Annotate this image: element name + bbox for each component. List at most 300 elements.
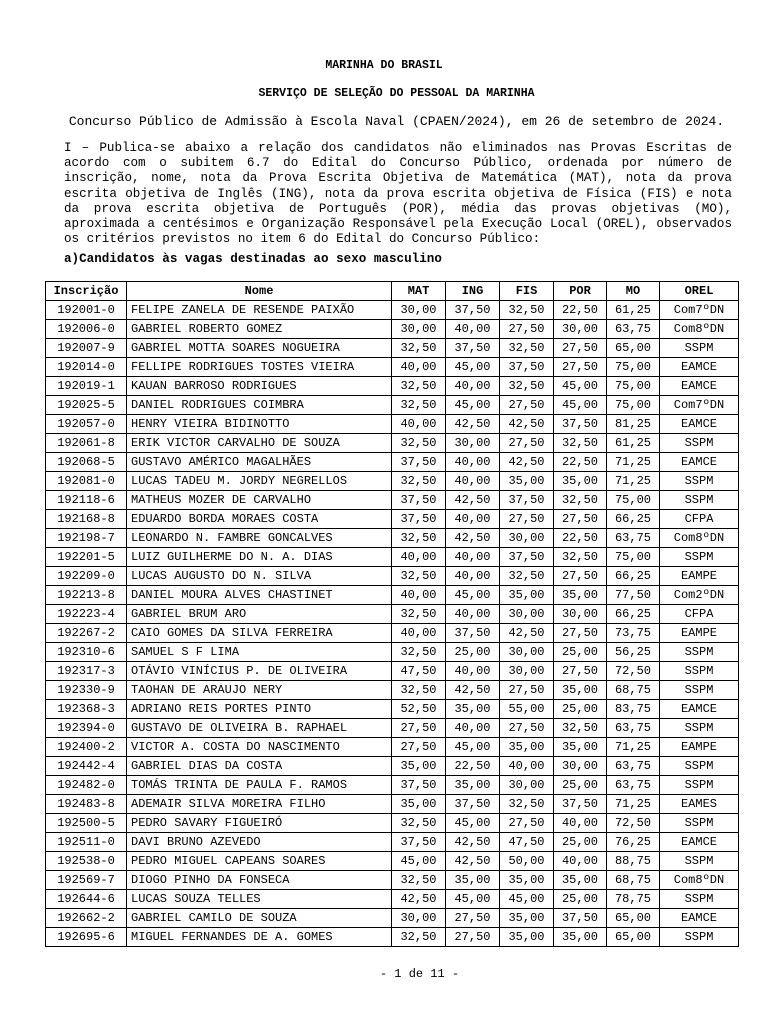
table-row bbox=[46, 643, 739, 662]
cell-fis: 27,50 bbox=[500, 681, 554, 700]
cell-por: 35,00 bbox=[554, 871, 607, 890]
cell-mo: 66,25 bbox=[607, 510, 660, 529]
cell-mo: 72,50 bbox=[607, 662, 660, 681]
table-row bbox=[46, 681, 739, 700]
cell-fis: 30,00 bbox=[500, 529, 554, 548]
cell-mo: 61,25 bbox=[607, 301, 660, 320]
cell-orel: EAMPE bbox=[660, 567, 739, 586]
cell-por: 35,00 bbox=[554, 738, 607, 757]
cell-mat: 37,50 bbox=[392, 776, 446, 795]
table-row bbox=[46, 719, 739, 738]
cell-fis: 27,50 bbox=[500, 434, 554, 453]
cell-mo: 63,75 bbox=[607, 757, 660, 776]
cell-ing: 40,00 bbox=[446, 377, 500, 396]
cell-inscricao: 192025-5 bbox=[46, 396, 127, 415]
cell-ing: 40,00 bbox=[446, 453, 500, 472]
col-header-mat: MAT bbox=[392, 282, 446, 301]
cell-orel: SSPM bbox=[660, 890, 739, 909]
cell-por: 32,50 bbox=[554, 491, 607, 510]
cell-nome: GABRIEL DIAS DA COSTA bbox=[127, 757, 392, 776]
table-row bbox=[46, 700, 739, 719]
cell-inscricao: 192081-0 bbox=[46, 472, 127, 491]
cell-mo: 88,75 bbox=[607, 852, 660, 871]
cell-por: 27,50 bbox=[554, 567, 607, 586]
cell-orel: Com7ºDN bbox=[660, 396, 739, 415]
cell-mo: 83,75 bbox=[607, 700, 660, 719]
cell-ing: 27,50 bbox=[446, 928, 500, 947]
cell-nome: DAVI BRUNO AZEVEDO bbox=[127, 833, 392, 852]
page-number: - 1 de 11 - bbox=[379, 967, 460, 981]
results-table bbox=[45, 281, 739, 947]
cell-nome: LUCAS TADEU M. JORDY NEGRELLOS bbox=[127, 472, 392, 491]
cell-mat: 52,50 bbox=[392, 700, 446, 719]
cell-ing: 42,50 bbox=[446, 491, 500, 510]
cell-mo: 63,75 bbox=[607, 719, 660, 738]
cell-mo: 66,25 bbox=[607, 605, 660, 624]
cell-por: 25,00 bbox=[554, 833, 607, 852]
cell-mat: 35,00 bbox=[392, 757, 446, 776]
cell-orel: SSPM bbox=[660, 434, 739, 453]
cell-orel: EAMCE bbox=[660, 909, 739, 928]
cell-inscricao: 192330-9 bbox=[46, 681, 127, 700]
cell-fis: 35,00 bbox=[500, 871, 554, 890]
cell-mat: 32,50 bbox=[392, 681, 446, 700]
cell-fis: 47,50 bbox=[500, 833, 554, 852]
cell-fis: 37,50 bbox=[500, 548, 554, 567]
cell-por: 27,50 bbox=[554, 339, 607, 358]
cell-por: 27,50 bbox=[554, 510, 607, 529]
cell-mo: 56,25 bbox=[607, 643, 660, 662]
cell-inscricao: 192317-3 bbox=[46, 662, 127, 681]
cell-nome: OTÁVIO VINÍCIUS P. DE OLIVEIRA bbox=[127, 662, 392, 681]
cell-mat: 32,50 bbox=[392, 871, 446, 890]
cell-mo: 68,75 bbox=[607, 681, 660, 700]
cell-orel: SSPM bbox=[660, 472, 739, 491]
cell-nome: CAIO GOMES DA SILVA FERREIRA bbox=[127, 624, 392, 643]
cell-ing: 45,00 bbox=[446, 890, 500, 909]
cell-por: 32,50 bbox=[554, 434, 607, 453]
table-row bbox=[46, 320, 739, 339]
cell-inscricao: 192019-1 bbox=[46, 377, 127, 396]
cell-ing: 45,00 bbox=[446, 814, 500, 833]
cell-nome: GABRIEL ROBERTO GOMEZ bbox=[127, 320, 392, 339]
cell-por: 27,50 bbox=[554, 662, 607, 681]
cell-inscricao: 192483-8 bbox=[46, 795, 127, 814]
cell-nome: LUCAS AUGUSTO DO N. SILVA bbox=[127, 567, 392, 586]
cell-nome: LUCAS SOUZA TELLES bbox=[127, 890, 392, 909]
table-body bbox=[46, 301, 739, 947]
cell-fis: 27,50 bbox=[500, 719, 554, 738]
cell-por: 30,00 bbox=[554, 757, 607, 776]
cell-mo: 81,25 bbox=[607, 415, 660, 434]
cell-por: 25,00 bbox=[554, 776, 607, 795]
cell-por: 35,00 bbox=[554, 472, 607, 491]
cell-orel: SSPM bbox=[660, 548, 739, 567]
table-row bbox=[46, 624, 739, 643]
cell-mo: 61,25 bbox=[607, 434, 660, 453]
table-row bbox=[46, 453, 739, 472]
cell-ing: 40,00 bbox=[446, 472, 500, 491]
cell-fis: 32,50 bbox=[500, 301, 554, 320]
cell-nome: FELLIPE RODRIGUES TOSTES VIEIRA bbox=[127, 358, 392, 377]
cell-ing: 37,50 bbox=[446, 301, 500, 320]
cell-nome: GUSTAVO AMÉRICO MAGALHÃES bbox=[127, 453, 392, 472]
cell-mo: 77,50 bbox=[607, 586, 660, 605]
cell-fis: 35,00 bbox=[500, 738, 554, 757]
cell-inscricao: 192068-5 bbox=[46, 453, 127, 472]
cell-fis: 30,00 bbox=[500, 605, 554, 624]
cell-nome: ADRIANO REIS PORTES PINTO bbox=[127, 700, 392, 719]
cell-nome: DIOGO PINHO DA FONSECA bbox=[127, 871, 392, 890]
table-row bbox=[46, 928, 739, 947]
table-row bbox=[46, 814, 739, 833]
cell-nome: FELIPE ZANELA DE RESENDE PAIXÃO bbox=[127, 301, 392, 320]
col-header-orel: OREL bbox=[660, 282, 739, 301]
table-row bbox=[46, 434, 739, 453]
table-row bbox=[46, 852, 739, 871]
cell-por: 35,00 bbox=[554, 681, 607, 700]
cell-fis: 42,50 bbox=[500, 624, 554, 643]
cell-por: 25,00 bbox=[554, 890, 607, 909]
cell-orel: EAMPE bbox=[660, 738, 739, 757]
cell-inscricao: 192168-8 bbox=[46, 510, 127, 529]
cell-mat: 37,50 bbox=[392, 833, 446, 852]
cell-orel: Com2ºDN bbox=[660, 586, 739, 605]
cell-ing: 22,50 bbox=[446, 757, 500, 776]
cell-mo: 65,00 bbox=[607, 928, 660, 947]
cell-por: 45,00 bbox=[554, 377, 607, 396]
cell-orel: SSPM bbox=[660, 339, 739, 358]
cell-ing: 35,00 bbox=[446, 871, 500, 890]
cell-orel: CFPA bbox=[660, 605, 739, 624]
cell-fis: 37,50 bbox=[500, 491, 554, 510]
table-row bbox=[46, 833, 739, 852]
cell-orel: EAMCE bbox=[660, 358, 739, 377]
cell-fis: 32,50 bbox=[500, 339, 554, 358]
section-marker: a) bbox=[64, 252, 80, 266]
cell-por: 25,00 bbox=[554, 643, 607, 662]
cell-mo: 66,25 bbox=[607, 567, 660, 586]
cell-fis: 42,50 bbox=[500, 415, 554, 434]
cell-mat: 32,50 bbox=[392, 567, 446, 586]
table-row bbox=[46, 795, 739, 814]
cell-mo: 75,00 bbox=[607, 377, 660, 396]
cell-inscricao: 192007-9 bbox=[46, 339, 127, 358]
cell-nome: GUSTAVO DE OLIVEIRA B. RAPHAEL bbox=[127, 719, 392, 738]
cell-mat: 27,50 bbox=[392, 738, 446, 757]
cell-mat: 45,00 bbox=[392, 852, 446, 871]
cell-fis: 32,50 bbox=[500, 795, 554, 814]
cell-mo: 68,75 bbox=[607, 871, 660, 890]
cell-por: 22,50 bbox=[554, 529, 607, 548]
cell-mo: 71,25 bbox=[607, 472, 660, 491]
cell-inscricao: 192213-8 bbox=[46, 586, 127, 605]
cell-por: 22,50 bbox=[554, 453, 607, 472]
cell-ing: 40,00 bbox=[446, 320, 500, 339]
cell-mat: 37,50 bbox=[392, 510, 446, 529]
cell-por: 35,00 bbox=[554, 928, 607, 947]
cell-inscricao: 192267-2 bbox=[46, 624, 127, 643]
intro-paragraph: I – Publica-se abaixo a relação dos candidatos não eliminados nas Provas Escritas de acordo com o subitem 6.7 do Edital do Concurso Público, ordenada por número de inscrição, nome, nota da Prova Escrita Objetiva de Matemática (MAT), nota da prova escrita objetiva de Inglês (ING), nota da prova escrita objetiva de Física (FIS) e nota da prova escrita objetiva de Português (POR), média das provas objetivas (MO), aproximada a centésimos e Organização Responsável pela Execução Local (OREL), observados os critérios previstos no item 6 do Edital do Concurso Público: bbox=[64, 141, 732, 247]
cell-ing: 37,50 bbox=[446, 624, 500, 643]
cell-ing: 45,00 bbox=[446, 358, 500, 377]
cell-orel: SSPM bbox=[660, 719, 739, 738]
cell-fis: 35,00 bbox=[500, 928, 554, 947]
cell-orel: EAMCE bbox=[660, 377, 739, 396]
cell-por: 37,50 bbox=[554, 415, 607, 434]
cell-nome: VICTOR A. COSTA DO NASCIMENTO bbox=[127, 738, 392, 757]
cell-mo: 71,25 bbox=[607, 453, 660, 472]
cell-fis: 27,50 bbox=[500, 396, 554, 415]
cell-mat: 32,50 bbox=[392, 928, 446, 947]
cell-por: 32,50 bbox=[554, 719, 607, 738]
cell-orel: EAMCE bbox=[660, 453, 739, 472]
cell-por: 32,50 bbox=[554, 548, 607, 567]
cell-ing: 42,50 bbox=[446, 415, 500, 434]
cell-fis: 27,50 bbox=[500, 814, 554, 833]
cell-ing: 45,00 bbox=[446, 396, 500, 415]
cell-fis: 37,50 bbox=[500, 358, 554, 377]
cell-fis: 50,00 bbox=[500, 852, 554, 871]
cell-inscricao: 192014-0 bbox=[46, 358, 127, 377]
cell-orel: SSPM bbox=[660, 757, 739, 776]
cell-ing: 40,00 bbox=[446, 719, 500, 738]
cell-orel: SSPM bbox=[660, 491, 739, 510]
cell-mat: 32,50 bbox=[392, 396, 446, 415]
cell-inscricao: 192400-2 bbox=[46, 738, 127, 757]
cell-mo: 72,50 bbox=[607, 814, 660, 833]
cell-ing: 35,00 bbox=[446, 700, 500, 719]
cell-nome: GABRIEL MOTTA SOARES NOGUEIRA bbox=[127, 339, 392, 358]
table-row bbox=[46, 890, 739, 909]
cell-por: 37,50 bbox=[554, 795, 607, 814]
cell-fis: 55,00 bbox=[500, 700, 554, 719]
cell-mo: 75,00 bbox=[607, 548, 660, 567]
cell-mat: 32,50 bbox=[392, 339, 446, 358]
cell-mat: 35,00 bbox=[392, 795, 446, 814]
cell-nome: TOMÁS TRINTA DE PAULA F. RAMOS bbox=[127, 776, 392, 795]
cell-mo: 65,00 bbox=[607, 339, 660, 358]
section-heading bbox=[64, 252, 442, 266]
cell-mat: 32,50 bbox=[392, 377, 446, 396]
cell-fis: 35,00 bbox=[500, 472, 554, 491]
table-row bbox=[46, 757, 739, 776]
cell-mo: 63,75 bbox=[607, 320, 660, 339]
cell-por: 30,00 bbox=[554, 605, 607, 624]
cell-mat: 37,50 bbox=[392, 491, 446, 510]
cell-fis: 45,00 bbox=[500, 890, 554, 909]
cell-mat: 32,50 bbox=[392, 434, 446, 453]
cell-inscricao: 192500-5 bbox=[46, 814, 127, 833]
cell-orel: EAMCE bbox=[660, 700, 739, 719]
cell-ing: 40,00 bbox=[446, 548, 500, 567]
cell-mat: 37,50 bbox=[392, 453, 446, 472]
cell-mat: 40,00 bbox=[392, 358, 446, 377]
cell-nome: HENRY VIEIRA BIDINOTTO bbox=[127, 415, 392, 434]
cell-inscricao: 192538-0 bbox=[46, 852, 127, 871]
cell-mo: 75,00 bbox=[607, 396, 660, 415]
cell-orel: EAMES bbox=[660, 795, 739, 814]
cell-mat: 27,50 bbox=[392, 719, 446, 738]
cell-inscricao: 192209-0 bbox=[46, 567, 127, 586]
cell-orel: SSPM bbox=[660, 662, 739, 681]
cell-inscricao: 192057-0 bbox=[46, 415, 127, 434]
cell-fis: 27,50 bbox=[500, 510, 554, 529]
cell-ing: 37,50 bbox=[446, 339, 500, 358]
cell-inscricao: 192662-2 bbox=[46, 909, 127, 928]
table-row bbox=[46, 738, 739, 757]
cell-mat: 42,50 bbox=[392, 890, 446, 909]
cell-orel: CFPA bbox=[660, 510, 739, 529]
cell-mo: 63,75 bbox=[607, 776, 660, 795]
cell-orel: SSPM bbox=[660, 814, 739, 833]
cell-nome: KAUAN BARROSO RODRIGUES bbox=[127, 377, 392, 396]
table-row bbox=[46, 377, 739, 396]
cell-ing: 25,00 bbox=[446, 643, 500, 662]
cell-inscricao: 192482-0 bbox=[46, 776, 127, 795]
cell-nome: EDUARDO BORDA MORAES COSTA bbox=[127, 510, 392, 529]
cell-inscricao: 192569-7 bbox=[46, 871, 127, 890]
cell-mat: 30,00 bbox=[392, 320, 446, 339]
cell-inscricao: 192368-3 bbox=[46, 700, 127, 719]
cell-mat: 30,00 bbox=[392, 301, 446, 320]
cell-mo: 63,75 bbox=[607, 529, 660, 548]
cell-ing: 27,50 bbox=[446, 909, 500, 928]
cell-nome: LEONARDO N. FAMBRE GONCALVES bbox=[127, 529, 392, 548]
cell-fis: 30,00 bbox=[500, 643, 554, 662]
cell-mat: 40,00 bbox=[392, 624, 446, 643]
cell-nome: MATHEUS MOZER DE CARVALHO bbox=[127, 491, 392, 510]
cell-nome: SAMUEL S F LIMA bbox=[127, 643, 392, 662]
table-row bbox=[46, 909, 739, 928]
cell-nome: DANIEL RODRIGUES COIMBRA bbox=[127, 396, 392, 415]
table-row bbox=[46, 871, 739, 890]
contest-title: Concurso Público de Admissão à Escola Naval (CPAEN/2024), em 26 de setembro de 2024. bbox=[68, 114, 725, 129]
cell-inscricao: 192201-5 bbox=[46, 548, 127, 567]
cell-fis: 30,00 bbox=[500, 776, 554, 795]
cell-nome: GABRIEL BRUM ARO bbox=[127, 605, 392, 624]
table-row bbox=[46, 396, 739, 415]
table-row bbox=[46, 776, 739, 795]
table-row bbox=[46, 510, 739, 529]
cell-ing: 30,00 bbox=[446, 434, 500, 453]
cell-mat: 32,50 bbox=[392, 472, 446, 491]
table-row bbox=[46, 548, 739, 567]
cell-mo: 76,25 bbox=[607, 833, 660, 852]
cell-inscricao: 192006-0 bbox=[46, 320, 127, 339]
cell-mo: 71,25 bbox=[607, 738, 660, 757]
cell-orel: Com8ºDN bbox=[660, 320, 739, 339]
table-row bbox=[46, 605, 739, 624]
cell-inscricao: 192394-0 bbox=[46, 719, 127, 738]
cell-orel: SSPM bbox=[660, 643, 739, 662]
cell-nome: MIGUEL FERNANDES DE A. GOMES bbox=[127, 928, 392, 947]
cell-mat: 30,00 bbox=[392, 909, 446, 928]
cell-orel: EAMPE bbox=[660, 624, 739, 643]
cell-inscricao: 192001-0 bbox=[46, 301, 127, 320]
cell-mat: 40,00 bbox=[392, 586, 446, 605]
cell-fis: 35,00 bbox=[500, 586, 554, 605]
cell-orel: EAMCE bbox=[660, 415, 739, 434]
cell-ing: 40,00 bbox=[446, 567, 500, 586]
cell-inscricao: 192223-4 bbox=[46, 605, 127, 624]
cell-inscricao: 192644-6 bbox=[46, 890, 127, 909]
cell-inscricao: 192695-6 bbox=[46, 928, 127, 947]
cell-mat: 47,50 bbox=[392, 662, 446, 681]
cell-por: 22,50 bbox=[554, 301, 607, 320]
cell-ing: 42,50 bbox=[446, 852, 500, 871]
cell-fis: 35,00 bbox=[500, 909, 554, 928]
cell-mat: 32,50 bbox=[392, 643, 446, 662]
cell-nome: LUIZ GUILHERME DO N. A. DIAS bbox=[127, 548, 392, 567]
cell-ing: 45,00 bbox=[446, 586, 500, 605]
cell-ing: 37,50 bbox=[446, 795, 500, 814]
cell-orel: EAMCE bbox=[660, 833, 739, 852]
cell-ing: 35,00 bbox=[446, 776, 500, 795]
section-title: Candidatos às vagas destinadas ao sexo masculino bbox=[79, 252, 442, 266]
cell-mat: 40,00 bbox=[392, 415, 446, 434]
cell-ing: 42,50 bbox=[446, 681, 500, 700]
cell-inscricao: 192310-6 bbox=[46, 643, 127, 662]
cell-mat: 32,50 bbox=[392, 605, 446, 624]
table-header-row bbox=[46, 282, 739, 301]
table-row bbox=[46, 415, 739, 434]
cell-ing: 42,50 bbox=[446, 529, 500, 548]
cell-nome: TAOHAN DE ARAUJO NERY bbox=[127, 681, 392, 700]
cell-mat: 40,00 bbox=[392, 548, 446, 567]
cell-por: 30,00 bbox=[554, 320, 607, 339]
col-header-inscricao: Inscrição bbox=[46, 282, 127, 301]
cell-nome: DANIEL MOURA ALVES CHASTINET bbox=[127, 586, 392, 605]
cell-fis: 32,50 bbox=[500, 377, 554, 396]
cell-ing: 40,00 bbox=[446, 605, 500, 624]
cell-fis: 30,00 bbox=[500, 662, 554, 681]
cell-orel: SSPM bbox=[660, 928, 739, 947]
cell-por: 37,50 bbox=[554, 909, 607, 928]
cell-ing: 45,00 bbox=[446, 738, 500, 757]
table-row bbox=[46, 567, 739, 586]
cell-nome: PEDRO MIGUEL CAPEANS SOARES bbox=[127, 852, 392, 871]
cell-mo: 73,75 bbox=[607, 624, 660, 643]
cell-orel: SSPM bbox=[660, 681, 739, 700]
col-header-por: POR bbox=[554, 282, 607, 301]
cell-inscricao: 192061-8 bbox=[46, 434, 127, 453]
table-row bbox=[46, 662, 739, 681]
table-row bbox=[46, 339, 739, 358]
cell-nome: PEDRO SAVARY FIGUEIRÓ bbox=[127, 814, 392, 833]
cell-ing: 40,00 bbox=[446, 510, 500, 529]
table-row bbox=[46, 472, 739, 491]
cell-orel: SSPM bbox=[660, 776, 739, 795]
cell-por: 40,00 bbox=[554, 814, 607, 833]
service-title: SERVIÇO DE SELEÇÃO DO PESSOAL DA MARINHA bbox=[258, 87, 535, 100]
cell-fis: 27,50 bbox=[500, 320, 554, 339]
cell-mo: 75,00 bbox=[607, 491, 660, 510]
cell-mo: 65,00 bbox=[607, 909, 660, 928]
cell-por: 25,00 bbox=[554, 700, 607, 719]
col-header-fis: FIS bbox=[500, 282, 554, 301]
cell-mo: 78,75 bbox=[607, 890, 660, 909]
cell-inscricao: 192118-6 bbox=[46, 491, 127, 510]
col-header-ing: ING bbox=[446, 282, 500, 301]
table-row bbox=[46, 586, 739, 605]
table-row bbox=[46, 301, 739, 320]
cell-fis: 42,50 bbox=[500, 453, 554, 472]
org-title: MARINHA DO BRASIL bbox=[325, 59, 443, 72]
cell-inscricao: 192511-0 bbox=[46, 833, 127, 852]
cell-por: 35,00 bbox=[554, 586, 607, 605]
table-row bbox=[46, 358, 739, 377]
